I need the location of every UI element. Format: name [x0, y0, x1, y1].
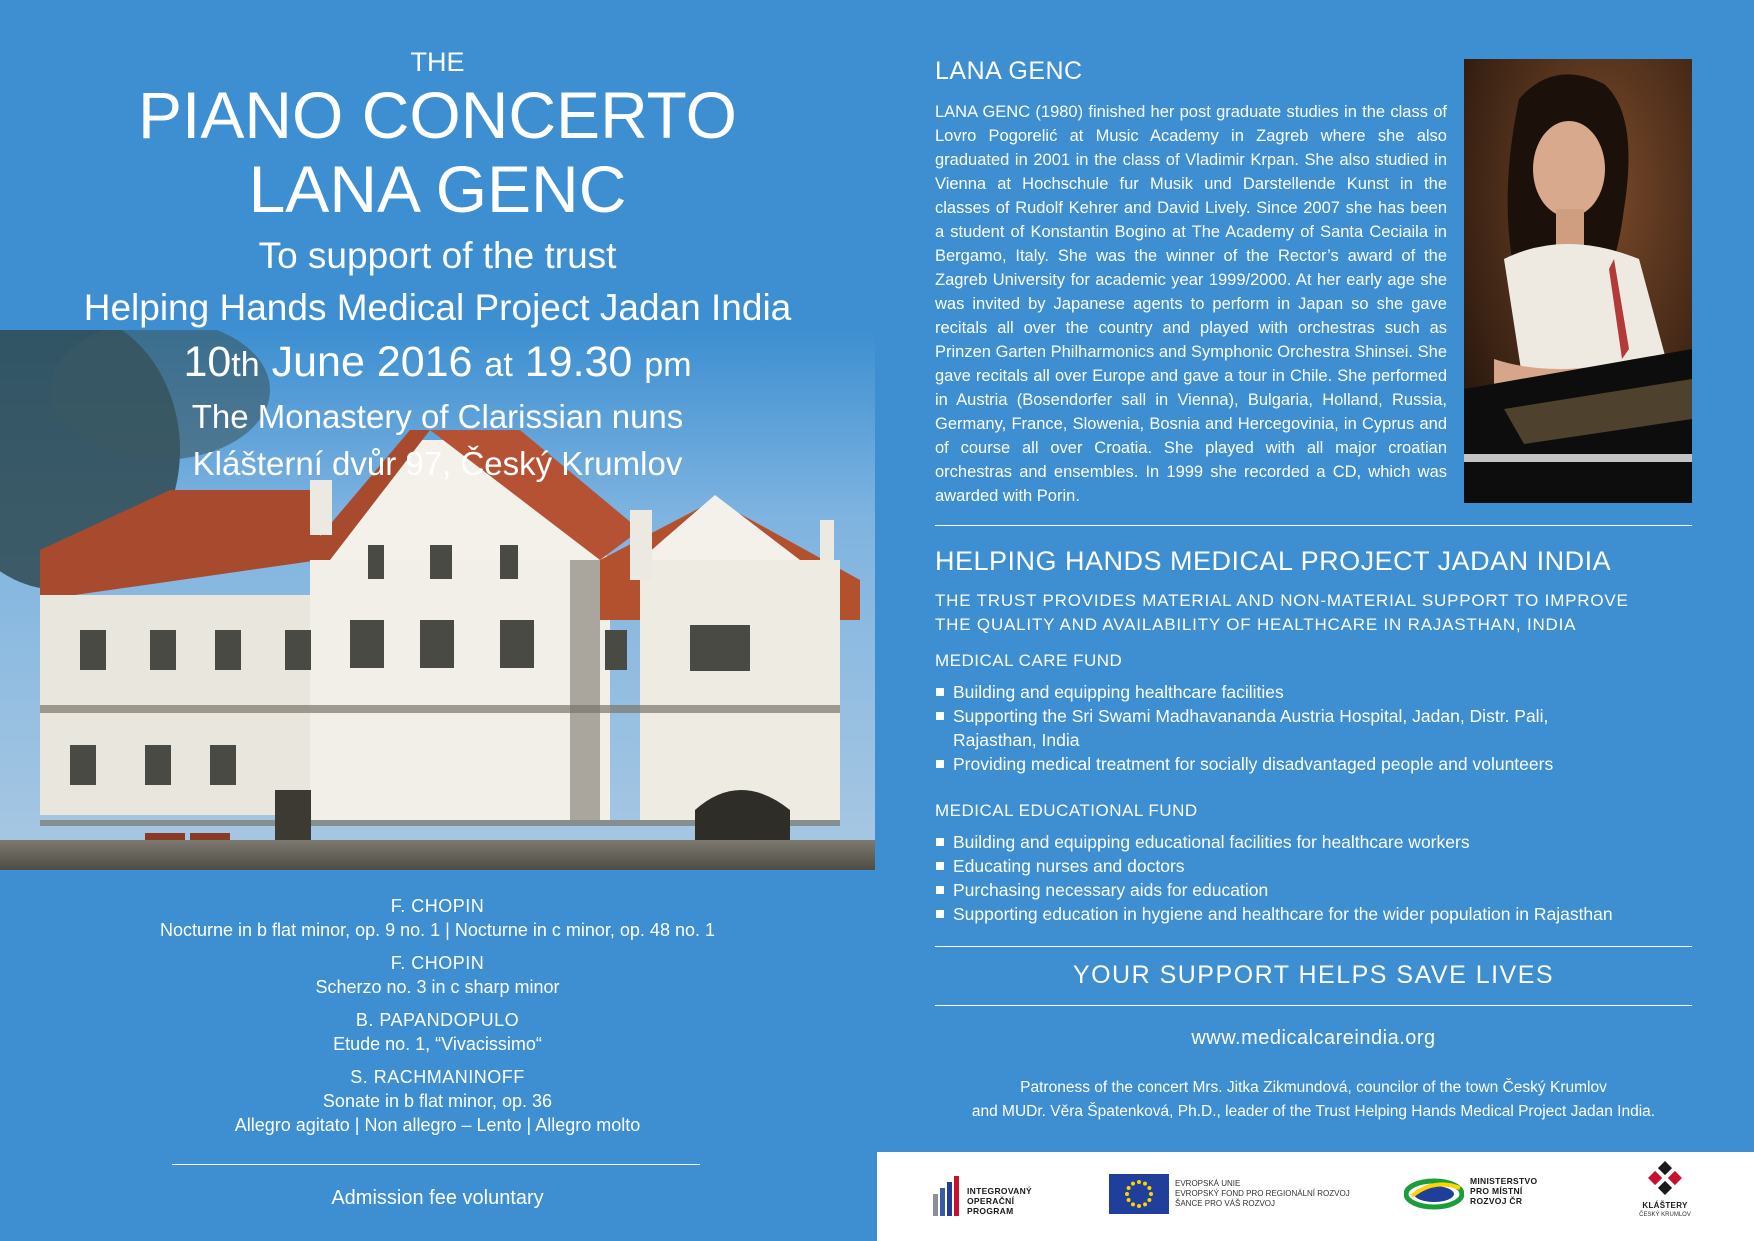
- composer-name: B. PAPANDOPULO: [355, 1010, 520, 1030]
- mmr-logo-text: ROZVOJ ČR: [1470, 1196, 1523, 1206]
- patronage-note: [935, 1076, 1692, 1124]
- project-heading: HELPING HANDS MEDICAL PROJECT JADAN INDIA: [935, 546, 1612, 576]
- piece-title: Etude no. 1, “Vivacissimo“: [333, 1034, 542, 1054]
- square-bullet-icon: [936, 886, 944, 894]
- list-item-text: Supporting the Sri Swami Madhavananda Austria Hospital, Jadan, Distr. Pali, Rajasthan, India: [953, 706, 1549, 750]
- support-line-2: Helping Hands Medical Project Jadan India: [83, 287, 792, 328]
- program-item: [0, 951, 875, 999]
- klastery-logo-subtext: ČESKÝ KRUMLOV: [1639, 1212, 1691, 1218]
- eu-logo-text: EVROPSKÁ UNIE: [1175, 1179, 1241, 1188]
- mmr-swoosh-icon: [1404, 1174, 1464, 1212]
- mmr-logo-text: MINISTERSTVO: [1470, 1176, 1538, 1186]
- composer-name: S. RACHMANINOFF: [350, 1067, 525, 1087]
- website-link[interactable]: www.medicalcareindia.org: [1191, 1027, 1436, 1049]
- section-divider: [935, 1005, 1692, 1006]
- section-divider: [935, 525, 1692, 526]
- bio-text: LANA GENC (1980) finished her post graduate studies in the class of Lovro Pogorelić at Music Academy in Zagreb where she also graduated in 2001 in the class of Vladimir Krpan. She also studied in Vienna at Hochschule fur Musik und Darstellende Kunst in the classes of Rudolf Kehrer and David Lively. Since 2007 she has been a student of Konstantin Bogino at The Academy of Santa Ceciaila in Bergamo, Italy. She was the winner of the Rector’s award of the Zagreb University for academic year 1999/2000. At her early age she was invited by Japanese agents to perform in Japan so she gave recitals all over the country and played with orchestras such as Prinzen Garten Philharmonics and Symphonic Orchestra Shinsei. She gave recitals all over Europe and gave a tour in Chile. She performed in Austria (Bosendorfer sall in Vienna), Bulgaria, Holland, Russia, Germany, France, Slowenia, Bosnia and Hercegovinia, in Cyprus and of course all over Croatia. She played with all major croatian orchestras and ensembles. In 1999 she recorded a CD, which was awarded with Porin.: [935, 103, 1447, 505]
- concert-program: [0, 894, 875, 1146]
- admission-note: Admission fee voluntary: [331, 1187, 544, 1209]
- piece-title: Scherzo no. 3 in c sharp minor: [315, 977, 560, 997]
- date-month-year: June 2016: [271, 338, 473, 386]
- edu-fund-list: [935, 830, 1692, 926]
- klastery-logo-text: KLÁŠTERY: [1642, 1201, 1688, 1210]
- edu-fund-title: MEDICAL EDUCATIONAL FUND: [935, 801, 1198, 820]
- square-bullet-icon: [936, 688, 944, 696]
- list-item-text: Providing medical treatment for socially disadvantaged people and volunteers: [953, 754, 1554, 774]
- composer-name: F. CHOPIN: [390, 953, 485, 973]
- iop-logo-text: OPERAČNÍ: [967, 1196, 1015, 1206]
- date-at: at: [484, 346, 513, 384]
- concert-title-block: [0, 46, 875, 487]
- eu-logo-text: ŠANCE PRO VÁŠ ROZVOJ: [1175, 1199, 1276, 1208]
- program-item: [0, 1008, 875, 1056]
- title-the: THE: [410, 47, 465, 77]
- list-item: [935, 854, 1692, 878]
- patronage-line-1: Patroness of the concert Mrs. Jitka Zikmundová, councilor of the town Český Krumlov: [1020, 1079, 1607, 1096]
- iop-bars-icon: [933, 1174, 963, 1216]
- section-divider: [935, 946, 1692, 947]
- date-pm: pm: [644, 346, 692, 384]
- composer-name: F. CHOPIN: [390, 896, 485, 916]
- square-bullet-icon: [936, 760, 944, 768]
- list-item-text: Building and equipping educational facilities for healthcare workers: [953, 832, 1470, 852]
- piece-movements: Allegro agitato | Non allegro – Lento | Allegro molto: [234, 1115, 641, 1135]
- patronage-line-2: and MUDr. Věra Špatenková, Ph.D., leader of the Trust Helping Hands Medical Project Jadan India.: [971, 1103, 1656, 1120]
- square-bullet-icon: [936, 910, 944, 918]
- date-day: 10: [183, 338, 232, 386]
- list-item-text: Educating nurses and doctors: [953, 856, 1185, 876]
- concert-date: [0, 334, 875, 393]
- square-bullet-icon: [936, 838, 944, 846]
- venue-line-1: The Monastery of Clarissian nuns: [191, 398, 684, 435]
- list-item: [935, 878, 1692, 902]
- eu-flag-icon: [1109, 1174, 1169, 1214]
- sponsor-logo-bar: [877, 1152, 1754, 1241]
- list-item: [935, 830, 1692, 854]
- square-bullet-icon: [936, 712, 944, 720]
- date-time: 19.30: [524, 338, 633, 386]
- project-subheading-line-1: THE TRUST PROVIDES MATERIAL AND NON-MATERIAL SUPPORT TO IMPROVE: [935, 591, 1629, 610]
- list-item-text: Purchasing necessary aids for education: [953, 880, 1269, 900]
- mmr-logo-text: PRO MÍSTNÍ: [1470, 1186, 1523, 1196]
- list-item: [935, 902, 1692, 926]
- title-performer: LANA GENC: [248, 152, 627, 226]
- eu-logo-text: EVROPSKÝ FOND PRO REGIONÁLNÍ ROZVOJ: [1175, 1189, 1350, 1198]
- list-item: [935, 704, 1692, 752]
- venue-line-2: Klášterní dvůr 97, Český Krumlov: [192, 445, 683, 482]
- bio-heading: LANA GENC: [935, 57, 1083, 85]
- list-item: [935, 752, 1692, 776]
- pianist-portrait-illustration: [1464, 59, 1692, 503]
- klastery-logo: [1630, 1160, 1700, 1219]
- care-fund-title: MEDICAL CARE FUND: [935, 651, 1123, 670]
- title-piano-concerto: PIANO CONCERTO: [138, 78, 737, 152]
- program-item: [0, 1065, 875, 1137]
- care-fund-list: [935, 680, 1692, 776]
- project-subheading-line-2: THE QUALITY AND AVAILABILITY OF HEALTHCARE IN RAJASTHAN, INDIA: [935, 615, 1577, 634]
- concert-poster: [0, 0, 875, 1241]
- klastery-emblem-icon: [1647, 1160, 1683, 1196]
- save-lives-slogan: YOUR SUPPORT HELPS SAVE LIVES: [1072, 961, 1555, 989]
- piece-title: Sonate in b flat minor, op. 36: [322, 1091, 553, 1111]
- date-ordinal: th: [231, 346, 260, 384]
- pianist-portrait: [1464, 59, 1692, 503]
- list-item: [935, 680, 1692, 704]
- project-subheading: [935, 589, 1629, 637]
- iop-logo-text: INTEGROVANÝ: [967, 1186, 1033, 1196]
- list-item-text: Supporting education in hygiene and healthcare for the wider population in Rajasthan: [953, 904, 1613, 924]
- list-item-text: Building and equipping healthcare facilities: [953, 682, 1284, 702]
- square-bullet-icon: [936, 862, 944, 870]
- piece-title: Nocturne in b flat minor, op. 9 no. 1 | Nocturne in c minor, op. 48 no. 1: [160, 920, 715, 940]
- support-line-1: To support of the trust: [258, 235, 617, 276]
- iop-logo-text: PROGRAM: [967, 1206, 1014, 1216]
- program-divider: [172, 1164, 700, 1165]
- program-item: [0, 894, 875, 942]
